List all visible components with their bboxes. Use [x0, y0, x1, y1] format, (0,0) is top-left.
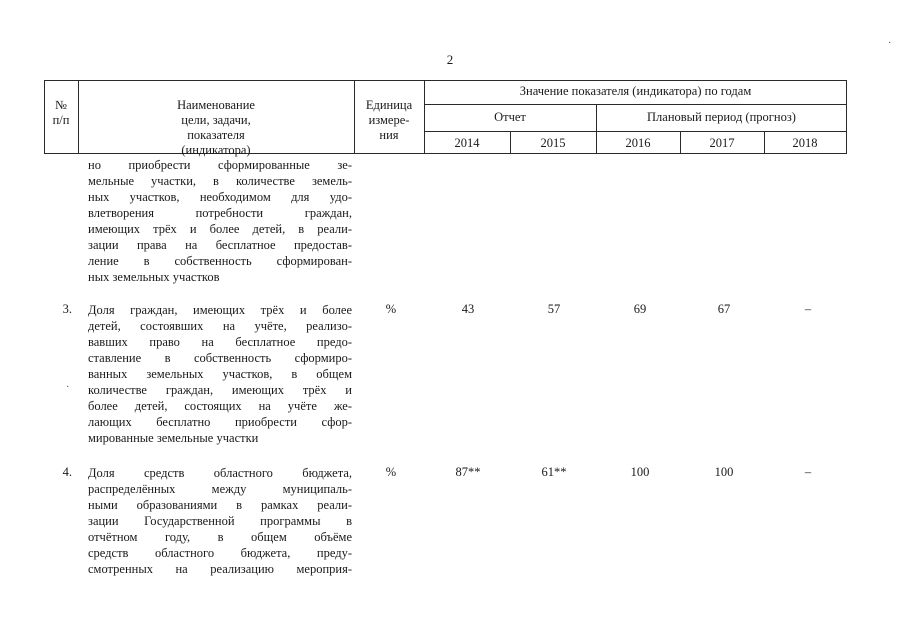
row-4-indicator-name — [88, 465, 352, 577]
row-3-value-2017: 67 — [717, 302, 731, 316]
row-3-value-2015: 57 — [547, 302, 561, 316]
header-col-values: Значение показателя (индикатора) по годам — [519, 84, 752, 98]
header-year-2016: 2016 — [625, 136, 651, 150]
scan-speck: · — [888, 38, 892, 49]
row-3-value-2016: 69 — [633, 302, 647, 316]
table-header — [44, 80, 847, 157]
scan-speck: · — [66, 382, 70, 393]
text-line: зации Государственной программы в — [88, 514, 352, 528]
text-line: ление в собственность сформирован- — [88, 254, 352, 268]
text-line: количестве граждан, имеющих трёх и — [88, 383, 352, 397]
text-line: но приобрести сформированные зе- — [88, 158, 352, 172]
row-4-unit: % — [385, 465, 397, 479]
text-line: лающих бесплатно приобрести сфор- — [88, 415, 352, 429]
row-4-value-2018: – — [804, 465, 812, 479]
row-4-number: 4. — [62, 465, 72, 479]
header-col-name: Наименование цели, задачи, показателя (индикатора) — [177, 98, 255, 157]
page-number: 2 — [446, 52, 454, 67]
header-group-plan: Плановый период (прогноз) — [647, 110, 796, 124]
header-year-2017: 2017 — [709, 136, 735, 150]
header-year-2014: 2014 — [454, 136, 480, 150]
text-line: Доля граждан, имеющих трёх и более — [88, 303, 352, 317]
row-4-value-2014: 87** — [455, 465, 481, 479]
text-line: средств областного бюджета, преду- — [88, 546, 352, 560]
header-col-number: № п/п — [52, 98, 70, 127]
text-line: Доля средств областного бюджета, — [88, 466, 352, 480]
text-line: зации права на бесплатное предостав- — [88, 238, 352, 252]
row-3-value-2014: 43 — [461, 302, 475, 316]
text-line: распределённых между муниципаль- — [88, 482, 352, 496]
header-group-report: Отчет — [494, 110, 526, 124]
row-4-value-2015: 61** — [541, 465, 567, 479]
text-line: ставление в собственность сформиро- — [88, 351, 352, 365]
continuation-text — [88, 157, 352, 285]
text-line: отчётном году, в общем объёме — [88, 530, 352, 544]
text-line: детей, состоявших на учёте, реализо- — [88, 319, 352, 333]
text-line: более детей, состоящих на учёте же- — [88, 399, 352, 413]
row-3-value-2018: – — [804, 302, 812, 316]
row-3-indicator-name — [88, 302, 352, 446]
header-year-2018: 2018 — [792, 136, 818, 150]
text-line: влетворения потребности граждан, — [88, 206, 352, 220]
row-4-value-2017: 100 — [714, 465, 734, 479]
text-line: ванных земельных участков, в общем — [88, 367, 352, 381]
text-line: ными образованиями в рамках реали- — [88, 498, 352, 512]
header-year-2015: 2015 — [540, 136, 566, 150]
text-line: ных участков, необходимом для удо- — [88, 190, 352, 204]
text-line: мельные участки, в количестве земель- — [88, 174, 352, 188]
text-line: смотренных на реализацию мероприя- — [88, 562, 352, 576]
row-4-value-2016: 100 — [630, 465, 650, 479]
header-col-unit: Единица измере- ния — [365, 98, 413, 142]
text-line: мированные земельные участки — [88, 431, 259, 445]
text-line: вавших право на бесплатное предо- — [88, 335, 352, 349]
row-3-unit: % — [385, 302, 397, 316]
header-border-mid2 — [424, 131, 847, 132]
text-line: ных земельных участков — [88, 270, 220, 284]
text-line: имеющих трёх и более детей, в реали- — [88, 222, 352, 236]
header-border-mid1 — [424, 104, 847, 105]
row-3-number: 3. — [62, 302, 72, 316]
header-border-top — [44, 80, 847, 81]
